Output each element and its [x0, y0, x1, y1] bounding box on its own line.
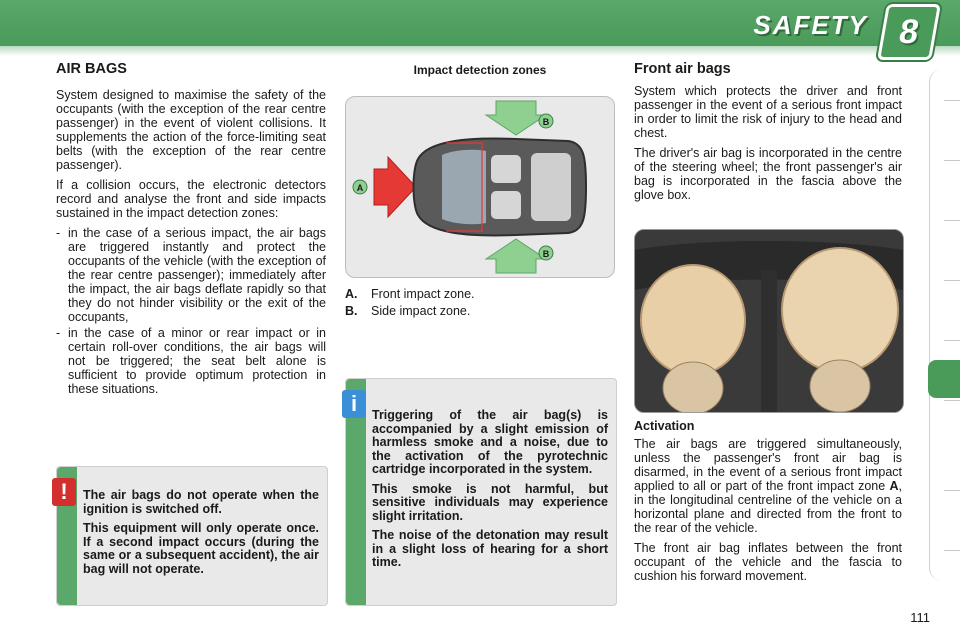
front-seat-left	[491, 155, 521, 183]
page-number: 111	[910, 610, 930, 625]
centre-console	[761, 270, 777, 412]
header-fade	[0, 46, 960, 56]
passenger-airbag	[782, 248, 898, 372]
front-impact-arrow	[374, 157, 416, 217]
list-item: - in the case of a minor or rear impact or in certain roll-over conditions, the air bags will not be triggered; the seat belt alone is sufficient to provide optimum protection in these situations.	[56, 326, 326, 396]
section-heading: AIR BAGS	[56, 61, 127, 77]
tab-divider	[944, 100, 960, 101]
chapter-number-badge: 8	[877, 4, 941, 60]
driver-dummy-head	[663, 362, 723, 412]
warning-note	[56, 466, 328, 606]
front-seat-right	[491, 191, 521, 219]
note-text: Triggering of the air bag(s) is accompanied by a slight emission of harmless smoke and a noise, due to the activation of the pyrotechnic cartridge incorporated in the system.	[372, 408, 608, 476]
info-note	[345, 378, 617, 606]
chapter-title: SAFETY	[753, 10, 868, 40]
legend-text: Side impact zone.	[371, 304, 471, 318]
tab-divider	[944, 340, 960, 341]
figure-title: Impact detection zones	[413, 63, 547, 77]
air-bags-section	[56, 62, 326, 398]
zone-b-label: B	[542, 249, 550, 259]
rear-seat	[531, 153, 571, 221]
note-text: This equipment will only operate once. If a second impact occurs (during the same or a subsequent accident), the air bag will not operate.	[83, 521, 319, 576]
car-top-view-illustration	[346, 97, 614, 277]
note-text: The air bags do not operate when the ignition is switched off.	[83, 488, 319, 516]
paragraph: The driver's air bag is incorporated in the centre of the steering wheel; the front passenger's air bag is incorporated in the fascia above the glove box.	[634, 146, 902, 202]
subheading: Activation	[634, 419, 695, 433]
front-air-bags-section	[634, 62, 902, 208]
airbag-illustration	[635, 230, 903, 412]
warning-icon: !	[52, 478, 76, 506]
text-run: , in the longitudinal centreline of the vehicle on a horizontal plane and directed from the front to the rear of the vehicle.	[634, 479, 902, 535]
legend-key: A.	[345, 287, 358, 301]
side-impact-arrow-top	[486, 101, 546, 135]
chapter-tab-index	[929, 70, 960, 580]
legend-text: Front impact zone.	[371, 287, 475, 301]
text-run: The air bags are triggered simultaneously, unless the passenger's front air bag is disarmed, in the event of a serious front impact applied to all or part of the front impact zone	[634, 437, 902, 493]
section-heading: Front air bags	[634, 61, 731, 77]
zone-reference: A	[889, 479, 899, 493]
note-text: This smoke is not harmful, but sensitive individuals may experience slight irritation.	[372, 481, 608, 523]
paragraph	[634, 437, 902, 535]
paragraph: System designed to maximise the safety of the occupants (with the exception of the rear centre passenger) in the event of violent collisions. It supplements the action of the force-limiting seat belts (with the exception of the rear centre passenger).	[56, 88, 326, 172]
tab-divider	[944, 400, 960, 401]
driver-airbag	[641, 265, 745, 375]
paragraph: System which protects the driver and front passenger in the event of a serious front impact in order to limit the risk of injury to the head and chest.	[634, 84, 902, 140]
paragraph: If a collision occurs, the electronic detectors record and analyse the front and side impacts sustained in the impact detection zones:	[56, 178, 326, 220]
legend-key: B.	[345, 304, 358, 318]
zone-b-label: B	[542, 117, 550, 127]
figure-legend	[345, 286, 475, 320]
zone-a-label: A	[356, 183, 364, 193]
windscreen	[442, 150, 486, 224]
passenger-dummy-head	[810, 360, 870, 412]
impact-zones-figure	[345, 96, 615, 278]
tab-divider	[944, 550, 960, 551]
active-chapter-tab	[928, 360, 960, 398]
info-icon: i	[342, 390, 366, 418]
bullet-list	[56, 226, 326, 396]
tab-divider	[944, 160, 960, 161]
side-impact-arrow-bottom	[486, 239, 546, 273]
tab-divider	[944, 280, 960, 281]
paragraph: The front air bag inflates between the front occupant of the vehicle and the fascia to cushion his forward movement.	[634, 541, 902, 583]
legend-item	[345, 286, 475, 303]
note-text: The noise of the detonation may result in a slight loss of hearing for a short time.	[372, 528, 608, 569]
tab-divider	[944, 220, 960, 221]
activation-section	[634, 419, 902, 589]
tab-divider	[944, 490, 960, 491]
airbags-deployed-photo	[634, 229, 904, 413]
legend-item	[345, 303, 475, 320]
list-item: - in the case of a serious impact, the air bags are triggered instantly and protect the occupants of the vehicle (with the exception of the rear centre passenger); immediately after the impact, the air bags deflate rapidly so that they do not hinder visibility or the exit of the occupants,	[56, 226, 326, 324]
